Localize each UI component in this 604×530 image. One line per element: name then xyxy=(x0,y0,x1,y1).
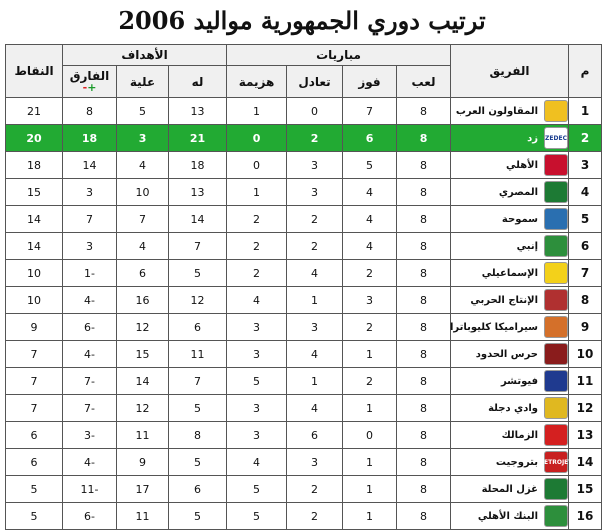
header-team: الفريق xyxy=(451,45,569,98)
enppi-logo xyxy=(544,235,568,257)
ceramica-logo xyxy=(544,316,568,338)
header-goals-group: الأهداف xyxy=(63,45,227,66)
table-row xyxy=(6,449,602,476)
won-cell: 1 xyxy=(343,449,397,476)
goals-for-cell: 11 xyxy=(169,341,227,368)
goal-diff-cell: -4 xyxy=(63,287,117,314)
drawn-cell: 3 xyxy=(287,449,343,476)
points-cell: 7 xyxy=(6,368,63,395)
goal-diff-cell: 14 xyxy=(63,152,117,179)
table-row xyxy=(6,503,602,530)
goals-against-cell: 11 xyxy=(117,503,169,530)
lost-cell: 5 xyxy=(227,368,287,395)
header-points: النقاط xyxy=(6,45,63,98)
goals-against-cell: 12 xyxy=(117,395,169,422)
goal-diff-cell: -7 xyxy=(63,368,117,395)
table-row xyxy=(6,341,602,368)
drawn-cell: 3 xyxy=(287,152,343,179)
standings-body xyxy=(6,98,602,530)
goals-for-cell: 14 xyxy=(169,206,227,233)
team-name: الأهلي xyxy=(506,159,539,171)
rank-cell: 11 xyxy=(569,368,602,395)
points-cell: 9 xyxy=(6,314,63,341)
drawn-cell: 1 xyxy=(287,287,343,314)
goals-for-cell: 7 xyxy=(169,368,227,395)
goals-against-cell: 6 xyxy=(117,260,169,287)
smouha-logo xyxy=(544,208,568,230)
lost-cell: 3 xyxy=(227,341,287,368)
team-name: سيراميكا كليوباترا xyxy=(449,321,539,333)
played-cell: 8 xyxy=(397,395,451,422)
goal-diff-cell: 3 xyxy=(63,233,117,260)
points-cell: 20 xyxy=(6,125,63,152)
goal-diff-cell: -4 xyxy=(63,341,117,368)
lost-cell: 0 xyxy=(227,152,287,179)
lost-cell: 2 xyxy=(227,233,287,260)
team-cell xyxy=(451,314,569,341)
team-cell xyxy=(451,449,573,476)
goals-against-cell: 11 xyxy=(117,422,169,449)
table-row xyxy=(6,152,602,179)
won-cell: 5 xyxy=(343,152,397,179)
rank-cell: 8 xyxy=(569,287,602,314)
table-row xyxy=(6,395,602,422)
won-cell: 4 xyxy=(343,206,397,233)
goals-for-cell: 5 xyxy=(169,260,227,287)
team-cell xyxy=(451,260,569,287)
al-masry-logo xyxy=(544,181,568,203)
rank-cell: 13 xyxy=(569,422,602,449)
played-cell: 8 xyxy=(397,206,451,233)
played-cell: 8 xyxy=(397,314,451,341)
won-cell: 2 xyxy=(343,314,397,341)
played-cell: 8 xyxy=(397,341,451,368)
team-cell xyxy=(451,395,569,422)
wadi-degla-logo xyxy=(544,397,568,419)
points-cell: 7 xyxy=(6,395,63,422)
played-cell: 8 xyxy=(397,422,451,449)
team-cell xyxy=(451,206,569,233)
team-cell xyxy=(451,503,569,530)
team-cell xyxy=(451,368,569,395)
points-cell: 10 xyxy=(6,287,63,314)
goal-diff-cell: -11 xyxy=(63,476,117,503)
rank-cell: 3 xyxy=(569,152,602,179)
team-name: حرس الحدود xyxy=(475,348,539,360)
goals-against-cell: 3 xyxy=(117,125,169,152)
won-cell: 3 xyxy=(343,287,397,314)
arab-contractors-logo xyxy=(544,100,568,122)
won-cell: 1 xyxy=(343,395,397,422)
rank-cell: 4 xyxy=(569,179,602,206)
team-name: الزمالك xyxy=(501,429,539,441)
goals-against-cell: 14 xyxy=(117,368,169,395)
lost-cell: 0 xyxy=(227,125,287,152)
team-cell xyxy=(451,152,569,179)
table-row xyxy=(6,260,602,287)
table-row xyxy=(6,179,602,206)
goals-against-cell: 15 xyxy=(117,341,169,368)
military-production-logo xyxy=(544,289,568,311)
header-drawn: تعادل xyxy=(287,66,343,98)
drawn-cell: 1 xyxy=(287,368,343,395)
played-cell: 8 xyxy=(397,287,451,314)
played-cell: 8 xyxy=(397,368,451,395)
logo-text: PETROJET xyxy=(539,458,573,466)
rank-cell: 1 xyxy=(569,98,602,125)
team-name: المصري xyxy=(498,186,539,198)
points-cell: 7 xyxy=(6,341,63,368)
team-cell xyxy=(451,233,569,260)
lost-cell: 1 xyxy=(227,98,287,125)
team-name: الإنتاج الحربي xyxy=(470,294,539,306)
al-ahly-logo xyxy=(544,154,568,176)
table-row xyxy=(6,233,602,260)
goals-against-cell: 9 xyxy=(117,449,169,476)
drawn-cell: 4 xyxy=(287,395,343,422)
goals-for-cell: 13 xyxy=(169,98,227,125)
future-logo xyxy=(544,370,568,392)
goal-diff-cell: -7 xyxy=(63,395,117,422)
ghazl-el-mahalla-logo xyxy=(544,478,568,500)
goals-for-cell: 8 xyxy=(169,422,227,449)
rank-cell: 6 xyxy=(569,233,602,260)
header-goals-for: له xyxy=(169,66,227,98)
points-cell: 18 xyxy=(6,152,63,179)
table-row xyxy=(6,368,602,395)
table-row xyxy=(6,206,602,233)
won-cell: 4 xyxy=(343,233,397,260)
header-goal-diff-label: الفارق xyxy=(69,69,110,83)
team-name: بتروجيت xyxy=(495,456,539,468)
petrojet-logo xyxy=(539,451,573,473)
goals-for-cell: 18 xyxy=(169,152,227,179)
team-cell xyxy=(451,125,569,152)
points-cell: 5 xyxy=(6,476,63,503)
played-cell: 8 xyxy=(397,152,451,179)
goal-diff-cell: 3 xyxy=(63,179,117,206)
team-name: زد xyxy=(527,132,539,144)
points-cell: 5 xyxy=(6,503,63,530)
points-cell: 15 xyxy=(6,179,63,206)
won-cell: 1 xyxy=(343,476,397,503)
drawn-cell: 4 xyxy=(287,341,343,368)
rank-cell: 15 xyxy=(569,476,602,503)
rank-cell: 16 xyxy=(569,503,602,530)
header-goal-diff xyxy=(63,66,117,98)
team-cell xyxy=(451,179,569,206)
goals-against-cell: 7 xyxy=(117,206,169,233)
played-cell: 8 xyxy=(397,260,451,287)
won-cell: 1 xyxy=(343,503,397,530)
header-rank: م xyxy=(569,45,602,98)
standings-table xyxy=(5,44,602,530)
goals-against-cell: 4 xyxy=(117,152,169,179)
goals-for-cell: 6 xyxy=(169,314,227,341)
drawn-cell: 4 xyxy=(287,260,343,287)
goals-for-cell: 5 xyxy=(169,395,227,422)
goals-against-cell: 4 xyxy=(117,233,169,260)
team-cell xyxy=(451,287,569,314)
goal-diff-cell: -6 xyxy=(63,503,117,530)
goals-against-cell: 16 xyxy=(117,287,169,314)
goal-diff-cell: -3 xyxy=(63,422,117,449)
goals-against-cell: 17 xyxy=(117,476,169,503)
played-cell: 8 xyxy=(397,98,451,125)
team-cell xyxy=(451,422,569,449)
team-cell xyxy=(451,476,569,503)
drawn-cell: 3 xyxy=(287,314,343,341)
won-cell: 4 xyxy=(343,179,397,206)
team-name: إنبي xyxy=(516,240,539,252)
header-lost: هزيمة xyxy=(227,66,287,98)
goals-for-cell: 5 xyxy=(169,449,227,476)
zamalek-logo xyxy=(544,424,568,446)
team-name: البنك الأهلي xyxy=(477,510,539,522)
zed-logo xyxy=(544,127,568,149)
played-cell: 8 xyxy=(397,503,451,530)
team-name: المقاولون العرب xyxy=(455,105,539,117)
drawn-cell: 2 xyxy=(287,206,343,233)
team-cell xyxy=(451,341,569,368)
goal-diff-cell: 7 xyxy=(63,206,117,233)
points-cell: 14 xyxy=(6,206,63,233)
points-cell: 6 xyxy=(6,422,63,449)
won-cell: 2 xyxy=(343,368,397,395)
goal-diff-cell: -6 xyxy=(63,314,117,341)
team-name: سموحة xyxy=(501,213,539,225)
drawn-cell: 3 xyxy=(287,179,343,206)
drawn-cell: 2 xyxy=(287,503,343,530)
lost-cell: 5 xyxy=(227,503,287,530)
lost-cell: 3 xyxy=(227,422,287,449)
ismaily-logo xyxy=(544,262,568,284)
points-cell: 6 xyxy=(6,449,63,476)
lost-cell: 4 xyxy=(227,287,287,314)
played-cell: 8 xyxy=(397,125,451,152)
header-matches-group: مباريات xyxy=(227,45,451,66)
drawn-cell: 0 xyxy=(287,98,343,125)
rank-cell: 9 xyxy=(569,314,602,341)
rank-cell: 7 xyxy=(569,260,602,287)
logo-text: ZEDEC xyxy=(545,134,567,142)
national-bank-logo xyxy=(544,505,568,527)
rank-cell: 10 xyxy=(569,341,602,368)
goals-for-cell: 12 xyxy=(169,287,227,314)
table-row xyxy=(6,314,602,341)
played-cell: 8 xyxy=(397,476,451,503)
goals-for-cell: 21 xyxy=(169,125,227,152)
rank-cell: 2 xyxy=(569,125,602,152)
table-row xyxy=(6,476,602,503)
goals-against-cell: 10 xyxy=(117,179,169,206)
points-cell: 21 xyxy=(6,98,63,125)
won-cell: 2 xyxy=(343,260,397,287)
goals-for-cell: 5 xyxy=(169,503,227,530)
lost-cell: 3 xyxy=(227,314,287,341)
goal-diff-cell: 8 xyxy=(63,98,117,125)
team-cell xyxy=(451,98,569,125)
drawn-cell: 6 xyxy=(287,422,343,449)
header-goals-against: علية xyxy=(117,66,169,98)
drawn-cell: 2 xyxy=(287,125,343,152)
goal-diff-cell: -4 xyxy=(63,449,117,476)
drawn-cell: 2 xyxy=(287,233,343,260)
won-cell: 6 xyxy=(343,125,397,152)
rank-cell: 14 xyxy=(569,449,602,476)
table-row xyxy=(6,98,602,125)
header-played: لعب xyxy=(397,66,451,98)
played-cell: 8 xyxy=(397,449,451,476)
table-row xyxy=(6,422,602,449)
table-row xyxy=(6,125,602,152)
points-cell: 10 xyxy=(6,260,63,287)
played-cell: 8 xyxy=(397,179,451,206)
rank-cell: 12 xyxy=(569,395,602,422)
table-row xyxy=(6,287,602,314)
goal-diff-cell: -1 xyxy=(63,260,117,287)
played-cell: 8 xyxy=(397,233,451,260)
won-cell: 1 xyxy=(343,341,397,368)
drawn-cell: 2 xyxy=(287,476,343,503)
lost-cell: 3 xyxy=(227,395,287,422)
points-cell: 14 xyxy=(6,233,63,260)
won-cell: 7 xyxy=(343,98,397,125)
lost-cell: 4 xyxy=(227,449,287,476)
goals-for-cell: 6 xyxy=(169,476,227,503)
won-cell: 0 xyxy=(343,422,397,449)
goals-against-cell: 12 xyxy=(117,314,169,341)
lost-cell: 2 xyxy=(227,260,287,287)
team-name: فيوتشر xyxy=(500,375,539,387)
plus-minus-icon: +- xyxy=(82,81,97,94)
team-name: وادي دجلة xyxy=(488,402,539,414)
goals-for-cell: 13 xyxy=(169,179,227,206)
lost-cell: 1 xyxy=(227,179,287,206)
lost-cell: 5 xyxy=(227,476,287,503)
goals-for-cell: 7 xyxy=(169,233,227,260)
team-name: غزل المحلة xyxy=(481,483,539,495)
page-title: ترتيب دوري الجمهورية مواليد 2006 xyxy=(118,6,486,35)
goal-diff-cell: 18 xyxy=(63,125,117,152)
goals-against-cell: 5 xyxy=(117,98,169,125)
team-name: الإسماعيلي xyxy=(481,267,539,279)
haras-el-hodood-logo xyxy=(544,343,568,365)
lost-cell: 2 xyxy=(227,206,287,233)
rank-cell: 5 xyxy=(569,206,602,233)
header-won: فوز xyxy=(343,66,397,98)
